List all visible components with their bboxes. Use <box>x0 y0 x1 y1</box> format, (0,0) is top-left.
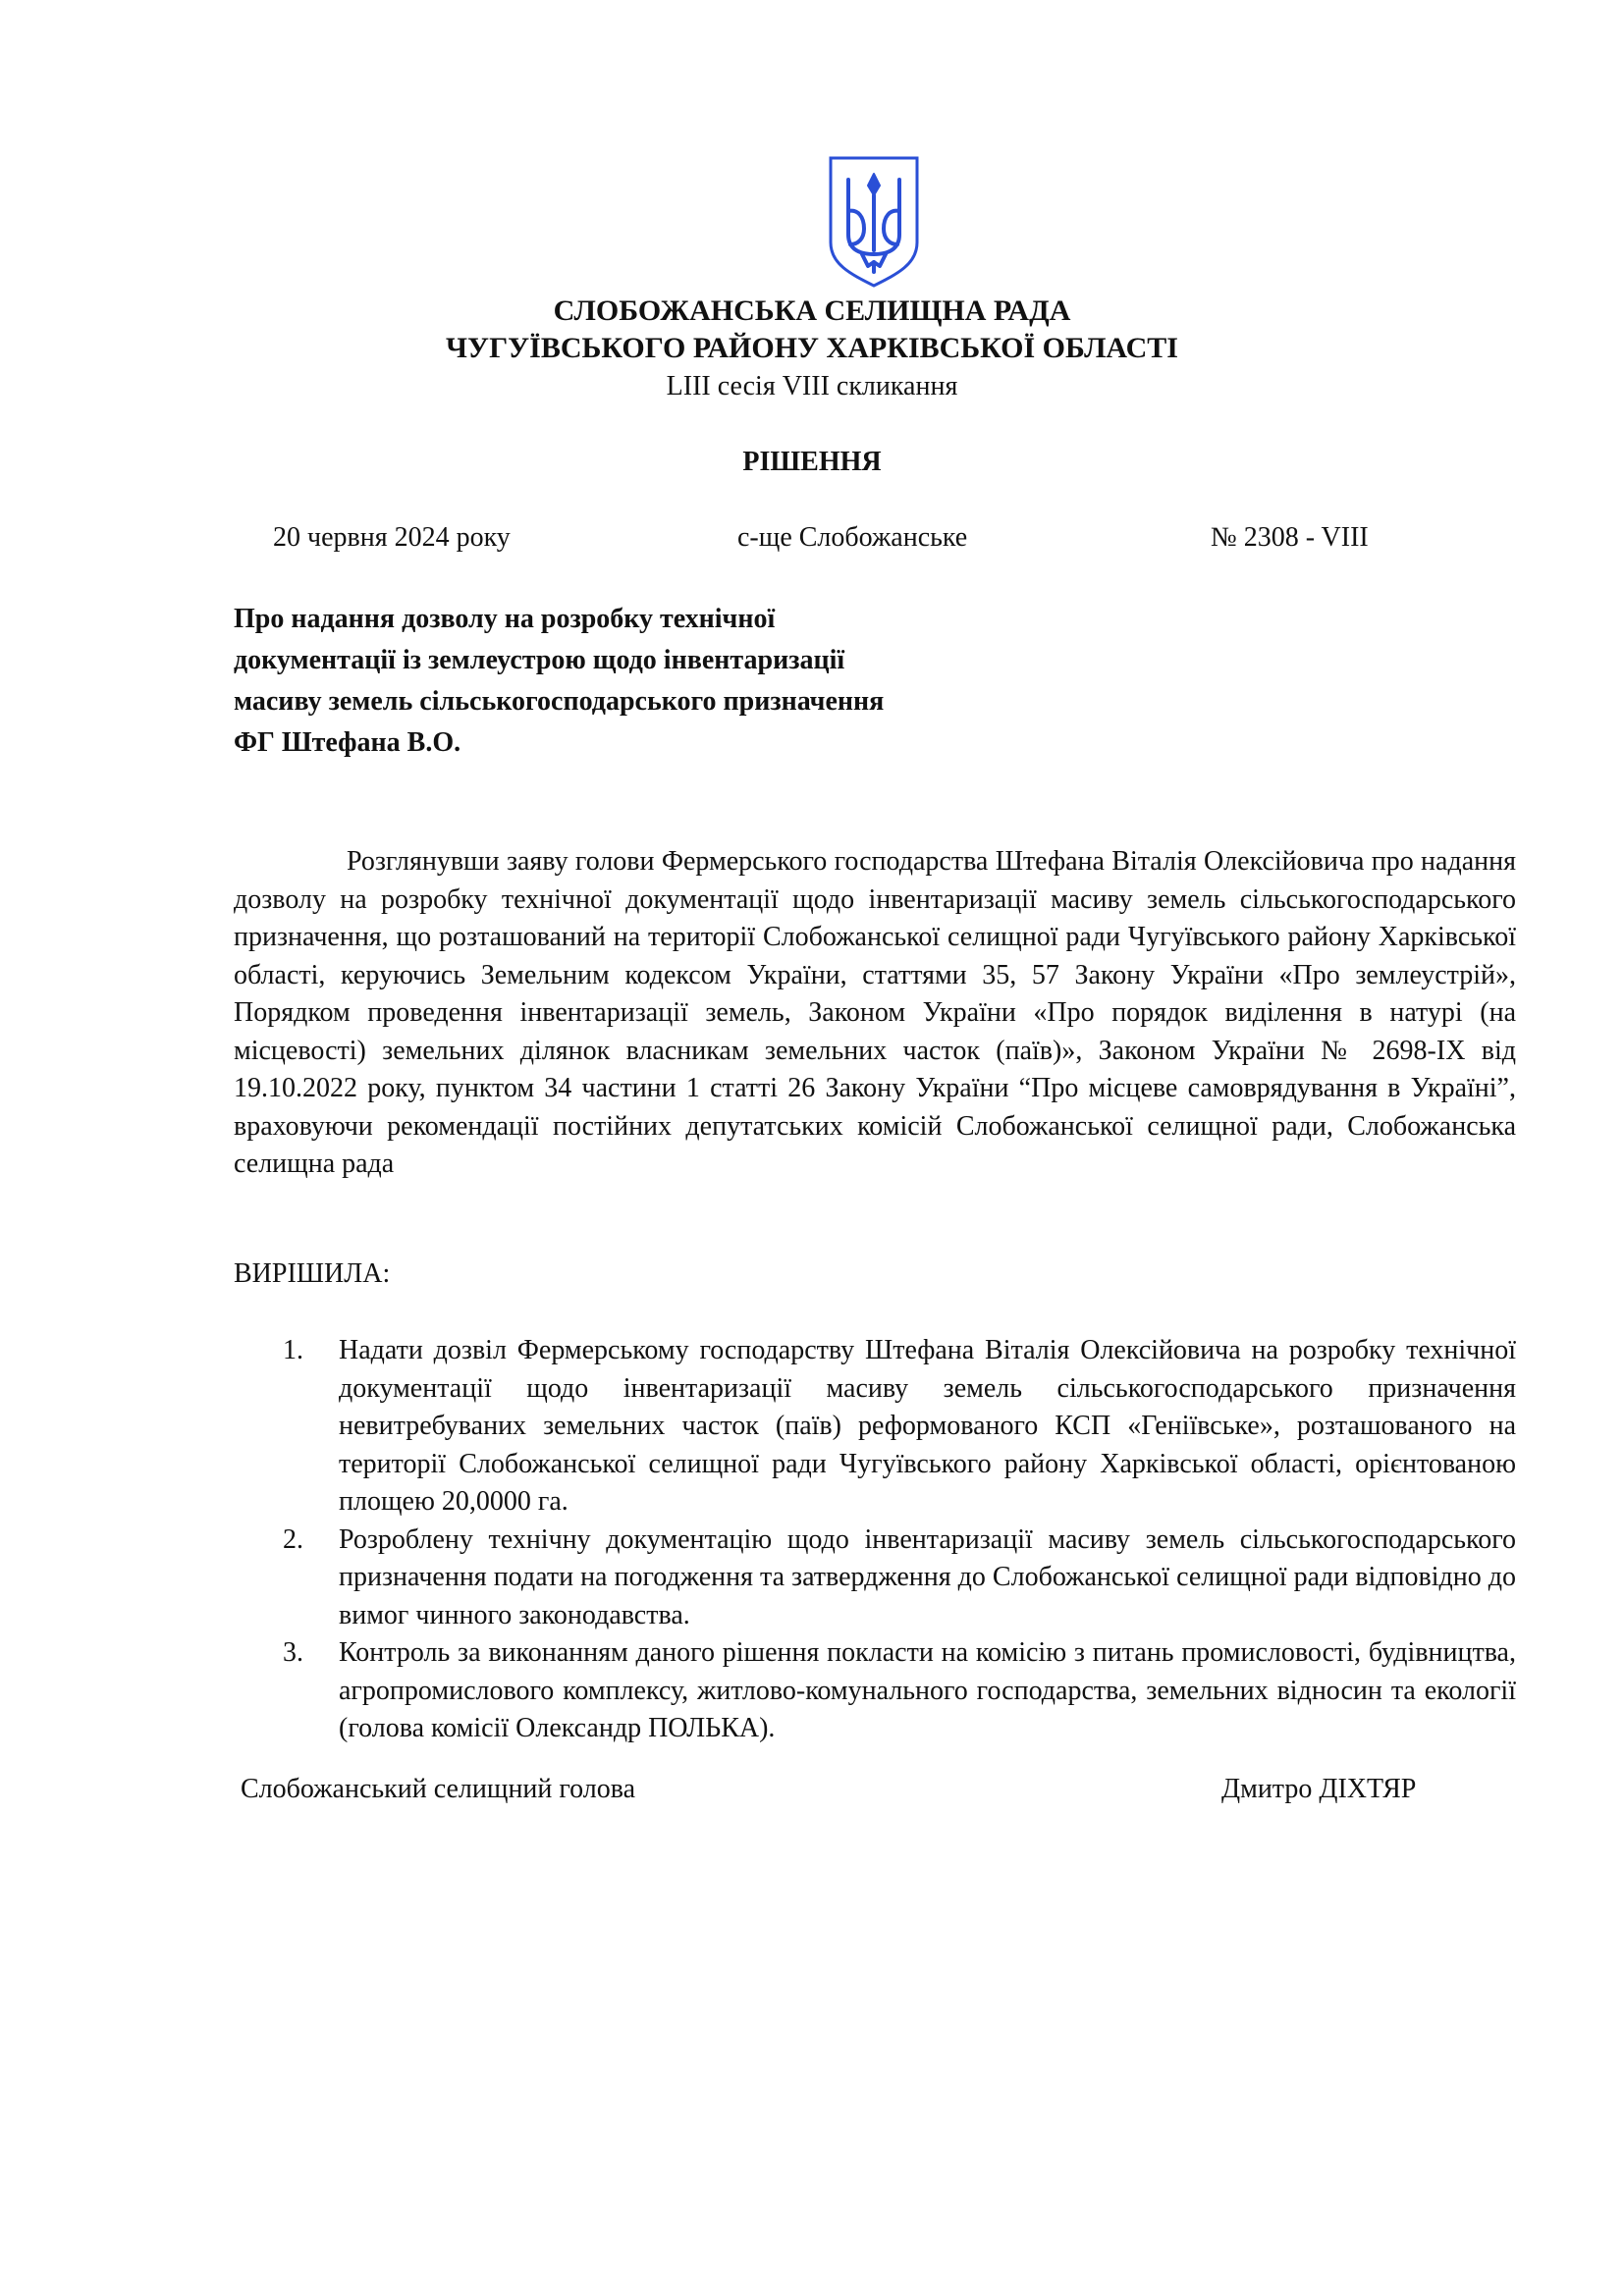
decision-subject <box>234 599 884 764</box>
decision-number: № 2308 - VIII <box>1211 522 1369 553</box>
subject-line: Про надання дозволу на розробку технічної <box>234 604 776 634</box>
signature-position: Слобожанський селищний голова <box>241 1774 636 1804</box>
preamble-text: Розглянувши заяву голови Фермерського господарства Штефана Віталія Олексійовича про надання дозволу на розробку технічної документації щодо інвентаризації масиву земель сільськогосподарського призначення, що розташований на території Слобожанської селищної ради Чугуївського району Харківської області, керуючись Земельним кодексом України, статтями 35, 57 Закону України «Про землеустрій», Порядком проведення інвентаризації земель, Законом України «Про порядок виділення в натурі (на місцевості) земельних ділянок власникам земельних часток (паїв)», Законом України № 2698-ІХ від 19.10.2022 року, пунктом 34 частини 1 статті 26 Закону України “Про місцеве самоврядування в Україні”, враховуючи рекомендації постійних депутатських комісій Слобожанської селищної ради, Слобожанська селищна рада <box>234 846 1516 1179</box>
preamble-paragraph <box>234 843 1516 1184</box>
list-item-text: Розроблену технічну документацію щодо інвентаризації масиву земель сільськогосподарського призначення подати на погодження та затвердження до Слобожанської селищної ради відповідно до вимог чинного законодавства. <box>339 1523 1516 1630</box>
list-item-number: 2. <box>283 1523 303 1555</box>
list-item <box>234 1634 1516 1748</box>
subject-line: ФГ Штефана В.О. <box>234 727 461 758</box>
council-name: СЛОБОЖАНСЬКА СЕЛИЩНА РАДА <box>553 294 1071 327</box>
decision-date: 20 червня 2024 року <box>273 522 511 553</box>
list-item-number: 3. <box>283 1637 303 1668</box>
district-region: ЧУГУЇВСЬКОГО РАЙОНУ ХАРКІВСЬКОЇ ОБЛАСТІ <box>446 332 1178 364</box>
subject-line: документації із землеустрою щодо інвентаризації <box>234 645 845 675</box>
subject-line: масиву земель сільськогосподарського призначення <box>234 686 885 717</box>
list-item-text: Контроль за виконанням даного рішення покласти на комісію з питань промисловості, будівництва, агропромислового комплексу, житлово-комунального господарства, земельних відносин та екології (голова комісії Олександр ПОЛЬКА). <box>339 1637 1516 1743</box>
signature-name: Дмитро ДІХТЯР <box>1221 1774 1417 1804</box>
coat-of-arms-emblem-icon <box>825 152 923 290</box>
decided-label: ВИРІШИЛА: <box>234 1258 391 1289</box>
list-item <box>234 1332 1516 1522</box>
list-item-number: 1. <box>283 1335 303 1365</box>
decision-items-list <box>234 1332 1516 1748</box>
list-item-text: Надати дозвіл Фермерському господарству Штефана Віталія Олексійовича на розробку технічної документації щодо інвентаризації масиву земель сільськогосподарського призначення невитребуваних земельних часток (паїв) реформованого КСП «Геніївське», розташованого на території Слобожанської селищної ради Чугуївського району Харківської області, орієнтованою площею 20,0000 га. <box>339 1335 1516 1517</box>
session-label: LIII сесія VIII скликання <box>666 371 958 401</box>
document-type-title: РІШЕННЯ <box>742 447 882 477</box>
decision-place: с-ще Слобожанське <box>737 522 968 553</box>
list-item <box>234 1522 1516 1635</box>
